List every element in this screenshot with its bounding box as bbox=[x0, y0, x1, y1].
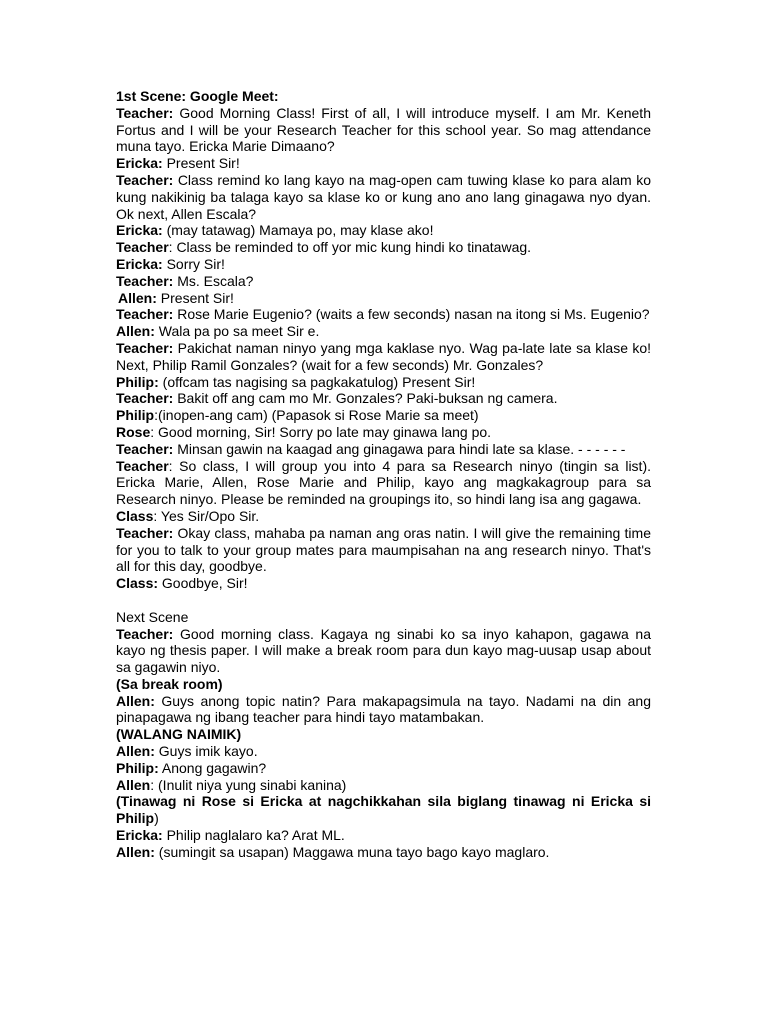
dialogue-line bbox=[116, 743, 651, 760]
dialogue-line bbox=[116, 525, 651, 575]
dialogue-line bbox=[116, 827, 651, 844]
script-content bbox=[116, 88, 651, 861]
speaker-name: Allen: bbox=[116, 743, 155, 760]
dialogue-line bbox=[116, 760, 651, 777]
dialogue-line bbox=[116, 222, 651, 239]
dialogue-line bbox=[116, 777, 651, 794]
stage-direction bbox=[116, 793, 651, 827]
dialogue-line bbox=[116, 407, 651, 424]
speaker-name: Philip: bbox=[116, 759, 159, 776]
dialogue-text: Present Sir! bbox=[156, 289, 234, 306]
dialogue-text: Bakit off ang cam mo Mr. Gonzales? Paki-buksan ng camera. bbox=[173, 390, 558, 407]
dialogue-line bbox=[116, 306, 651, 323]
speaker-name: Ericka: bbox=[116, 155, 163, 172]
dialogue-text: Okay class, mahaba pa naman ang oras natin. I will give the remaining time for you to talk to your group mates para maumpisahan na ang research ninyo. That's all for this day, goodbye. bbox=[116, 524, 651, 575]
speaker-name: Teacher: bbox=[116, 272, 174, 289]
dialogue-line bbox=[116, 374, 651, 391]
dialogue-text: : Class be reminded to off yor mic kung hindi ko tinatawag. bbox=[168, 239, 532, 256]
dialogue-line bbox=[116, 458, 651, 508]
dialogue-text: (sumingit sa usapan) Maggawa muna tayo bago kayo maglaro. bbox=[154, 843, 550, 860]
dialogue-text: : So class, I will group you into 4 para sa Research ninyo (tingin sa list). Ericka Marie, Allen, Rose Marie and Philip, kayo ang magkakagroup para sa Research ninyo. Please be reminded na groupings ito, so hindi lang isa ang gagawa. bbox=[116, 457, 651, 508]
speaker-name: Teacher: bbox=[116, 390, 174, 407]
stage-direction-text: (Tinawag ni Rose si Ericka at nagchikkahan sila biglang tinawag ni Ericka si Philip bbox=[116, 793, 651, 827]
dialogue-line bbox=[116, 441, 651, 458]
dialogue-text: Wala pa po sa meet Sir e. bbox=[154, 323, 320, 340]
stage-direction bbox=[116, 726, 651, 743]
dialogue-text: Goodbye, Sir! bbox=[158, 575, 248, 592]
dialogue-text: Guys imik kayo. bbox=[154, 743, 258, 760]
blank-line bbox=[116, 592, 651, 609]
dialogue-line bbox=[116, 693, 651, 727]
speaker-name: Teacher: bbox=[116, 104, 174, 121]
speaker-name: Philip bbox=[116, 407, 155, 424]
dialogue-line bbox=[116, 390, 651, 407]
dialogue-text: ) bbox=[154, 810, 159, 827]
dialogue-text: Sorry Sir! bbox=[162, 255, 225, 272]
dialogue-text: Good Morning Class! First of all, I will introduce myself. I am Mr. Keneth Fortus and I will be your Research Teacher for this school year. So mag attendance muna tayo. Ericka Marie Dimaano? bbox=[116, 104, 651, 155]
stage-direction-text: (Sa break room) bbox=[116, 675, 223, 692]
dialogue-text: Minsan gawin na kaagad ang ginagawa para hindi late sa klase. - - - - - - bbox=[173, 440, 626, 457]
dialogue-text: Present Sir! bbox=[162, 155, 240, 172]
dialogue-text: : Yes Sir/Opo Sir. bbox=[153, 507, 260, 524]
dialogue-line bbox=[116, 172, 651, 222]
dialogue-line bbox=[116, 508, 651, 525]
speaker-name: Allen bbox=[116, 776, 151, 793]
speaker-name: Allen: bbox=[118, 289, 157, 306]
speaker-name: Allen: bbox=[116, 843, 155, 860]
dialogue-line bbox=[116, 844, 651, 861]
speaker-name: Ericka: bbox=[116, 222, 163, 239]
dialogue-line bbox=[116, 256, 651, 273]
speaker-name: Teacher: bbox=[116, 440, 174, 457]
dialogue-line bbox=[116, 323, 651, 340]
dialogue-line bbox=[116, 105, 651, 155]
dialogue-text: Good morning class. Kagaya ng sinabi ko sa inyo kahapon, gagawa na kayo ng thesis paper. I will make a break room para dun kayo mag-uusap usap about sa gagawin niyo. bbox=[116, 625, 651, 676]
speaker-name: Teacher: bbox=[116, 524, 174, 541]
dialogue-line bbox=[116, 273, 651, 290]
dialogue-line bbox=[116, 626, 651, 676]
dialogue-line bbox=[116, 239, 651, 256]
stage-direction-text: (WALANG NAIMIK) bbox=[116, 726, 242, 743]
scene-title: 1st Scene: Google Meet: bbox=[116, 88, 279, 104]
speaker-name: Ericka: bbox=[116, 827, 163, 844]
speaker-name: Class bbox=[116, 507, 154, 524]
dialogue-text: (offcam tas nagising sa pagkakatulog) Present Sir! bbox=[158, 373, 476, 390]
dialogue-line bbox=[116, 290, 651, 307]
speaker-name: Allen: bbox=[116, 692, 155, 709]
dialogue-text: Philip naglalaro ka? Arat ML. bbox=[162, 827, 345, 844]
dialogue-text: Class remind ko lang kayo na mag-open cam tuwing klase ko para alam ko kung nakikinig ba talaga kayo sa klase ko or kung ano ano lang ginagawa nyo dyan. Ok next, Allen Escala? bbox=[116, 171, 651, 222]
dialogue-text: (may tatawag) Mamaya po, may klase ako! bbox=[162, 222, 434, 239]
stage-direction bbox=[116, 676, 651, 693]
dialogue-line bbox=[116, 575, 651, 592]
speaker-name: Teacher: bbox=[116, 339, 174, 356]
dialogue-text: : Good morning, Sir! Sorry po late may ginawa lang po. bbox=[150, 423, 492, 440]
dialogue-text: :(inopen-ang cam) (Papasok si Rose Marie sa meet) bbox=[154, 407, 479, 424]
speaker-name: Teacher bbox=[116, 457, 169, 474]
dialogue-text: : (Inulit niya yung sinabi kanina) bbox=[150, 776, 347, 793]
dialogue-line bbox=[116, 340, 651, 374]
dialogue-line bbox=[116, 155, 651, 172]
dialogue-line bbox=[116, 424, 651, 441]
speaker-name: Allen: bbox=[116, 323, 155, 340]
speaker-name: Rose bbox=[116, 423, 151, 440]
speaker-name: Teacher: bbox=[116, 306, 174, 323]
dialogue-text: Pakichat naman ninyo yang mga kaklase nyo. Wag pa-late late sa klase ko! Next, Philip Ramil Gonzales? (wait for a few seconds) Mr. Gonzales? bbox=[116, 339, 651, 373]
speaker-name: Philip: bbox=[116, 373, 159, 390]
dialogue-text: Rose Marie Eugenio? (waits a few seconds) nasan na itong si Ms. Eugenio? bbox=[173, 306, 650, 323]
scene-title: Next Scene bbox=[116, 608, 189, 625]
dialogue-text: Ms. Escala? bbox=[173, 272, 254, 289]
speaker-name: Teacher: bbox=[116, 625, 174, 642]
speaker-name: Class: bbox=[116, 575, 159, 592]
speaker-name: Teacher: bbox=[116, 171, 174, 188]
dialogue-text: Anong gagawin? bbox=[158, 759, 267, 776]
speaker-name: Ericka: bbox=[116, 255, 163, 272]
speaker-name: Teacher bbox=[116, 239, 169, 256]
dialogue-text: Guys anong topic natin? Para makapagsimula na tayo. Nadami na din ang pinapagawa ng ibang teacher para hindi tayo matambakan. bbox=[116, 692, 651, 726]
